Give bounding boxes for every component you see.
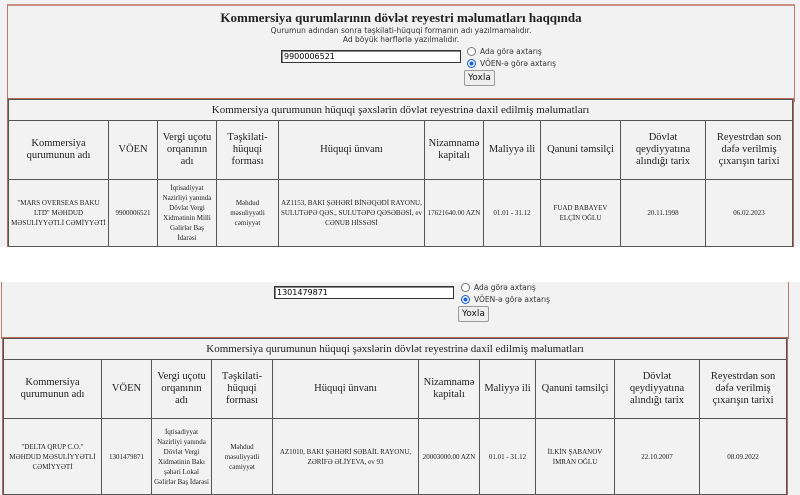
cell-registration-date: 22.10.2007 [615,419,700,495]
page-title: Kommersiya qurumlarının dövlət reyestri məlumatları haqqında [220,10,582,25]
radio-label: Ada görə axtarış [474,283,536,292]
header-voen: VÖEN [102,360,152,419]
header-voen: VÖEN [109,121,158,180]
header-address: Hüquqi ünvanı [279,121,425,180]
header-legal-form: Təşkilati-hüquqi forması [217,121,279,180]
search-panel [1,282,789,339]
cell-legal-form: Məhdud məsuliyyətli cəmiyyət [217,180,279,247]
header-address: Hüquqi ünvanı [273,360,419,419]
radio-label: VÖEN-ə görə axtarış [474,295,551,304]
cell-name: "MARS OVERSEAS BAKU LTD" MƏHDUD MƏSULİYYƏTLİ CƏMİYYƏTİ [9,180,109,247]
radio-label: VÖEN-ə görə axtarış [480,59,557,68]
cell-representative: FUAD BABAYEV ELÇİN OĞLU [541,180,621,247]
radio-label: Ada görə axtarış [480,47,542,56]
table-header-row [4,360,787,419]
check-button[interactable]: Yoxla [458,306,489,322]
hint-text-2: Ad böyük hərflərlə yazılmalıdır. [342,35,460,44]
cell-fiscal-year: 01.01 - 31.12 [484,180,541,247]
table-header-row [9,121,793,180]
radio-search-by-name[interactable] [467,47,542,56]
table-row [9,180,793,247]
table-caption: Kommersiya qurumunun hüquqi şəxslərin dövlət reyestrinə daxil edilmiş məlumatları [4,339,787,360]
cell-voen: 1301479871 [102,419,152,495]
hint-text-1: Qurumun adından sonra təşkilati-hüquqi formanın adı yazılmamalıdır. [270,26,532,35]
search-input[interactable] [281,50,461,63]
header-representative: Qanuni təmsilçi [536,360,615,419]
header-tax-office: Vergi uçotu orqanının adı [158,121,217,180]
cell-tax-office: İqtisadiyyat Nazirliyi yanında Dövlət Vergi Xidmətinin Bakı şəhəri Lokal Gəlirlər Baş İdarəsi [152,419,212,495]
check-button[interactable]: Yoxla [464,70,495,86]
cell-fiscal-year: 01.01 - 31.12 [480,419,536,495]
cell-legal-form: Məhdud məsuliyyətli cəmiyyət [212,419,273,495]
cell-address: AZ1010, BAKI ŞƏHƏRİ SƏBAİL RAYONU, ZƏRİFƏ ƏLİYEVA, ev 93 [273,419,419,495]
header-fiscal-year: Maliyyə ili [480,360,536,419]
cell-tax-office: İqtisadiyyat Nazirliyi yanında Dövlət Vergi Xidmətinin Milli Gəlirlər Baş İdarəsi [158,180,217,247]
cell-registration-date: 20.11.1998 [621,180,706,247]
header-capital: Nizamnamə kapitalı [425,121,484,180]
table-caption: Kommersiya qurumunun hüquqi şəxslərin dövlət reyestrinə daxil edilmiş məlumatları [9,100,793,121]
radio-icon[interactable] [461,283,470,292]
header-fiscal-year: Maliyyə ili [484,121,541,180]
header-name: Kommersiya qurumunun adı [9,121,109,180]
header-tax-office: Vergi uçotu orqanının adı [152,360,212,419]
header-capital: Nizamnamə kapitalı [419,360,480,419]
search-panel [7,4,795,102]
header-extract-date: Reyestrdən son dəfə verilmiş çıxarışın tarixi [700,360,787,419]
header-registration-date: Dövlət qeydiyyatına alındığı tarix [615,360,700,419]
radio-selected-icon[interactable] [467,59,476,68]
radio-selected-icon[interactable] [461,295,470,304]
cell-capital: 20003000.00 AZN [419,419,480,495]
table-row [4,419,787,495]
cell-representative: İLKİN ŞABANOV İMRAN OĞLU [536,419,615,495]
registry-table [8,99,793,247]
registry-screenshot-2 [0,282,800,495]
header-legal-form: Təşkilati-hüquqi forması [212,360,273,419]
cell-address: AZ1153, BAKI ŞƏHƏRİ BİNƏQƏDİ RAYONU, SULUTƏPƏ QƏS., SULUTƏPƏ QƏSƏBƏSİ, ev CƏNUB HİSSƏSİ [279,180,425,247]
header-name: Kommersiya qurumunun adı [4,360,102,419]
header-extract-date: Reyestrdən son dəfə verilmiş çıxarışın tarixi [706,121,793,180]
registry-screenshot-1 [0,0,800,247]
registry-table [3,338,787,495]
header-representative: Qanuni təmsilçi [541,121,621,180]
header-registration-date: Dövlət qeydiyyatına alındığı tarix [621,121,706,180]
search-input[interactable] [274,286,454,299]
radio-search-by-voen[interactable] [467,59,556,68]
cell-name: "DELTA QRUP C.O." MƏHDUD MƏSULİYYƏTLİ CƏMİYYƏTİ [4,419,102,495]
cell-voen: 9900006521 [109,180,158,247]
radio-icon[interactable] [467,47,476,56]
cell-extract-date: 08.09.2022 [700,419,787,495]
cell-capital: 17621640.00 AZN [425,180,484,247]
radio-search-by-name[interactable] [461,283,536,292]
cell-extract-date: 06.02.2023 [706,180,793,247]
radio-search-by-voen[interactable] [461,295,550,304]
